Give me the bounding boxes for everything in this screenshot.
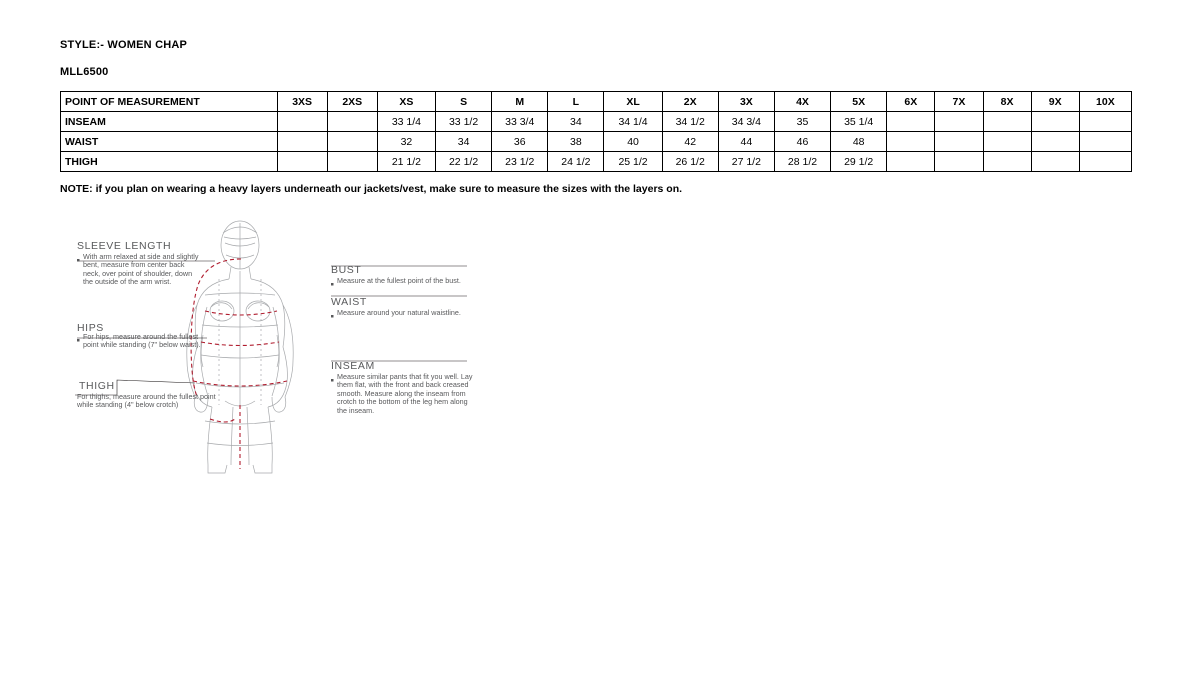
cell-inseam-8x: [983, 112, 1031, 132]
col-header-pom: POINT OF MEASUREMENT: [61, 92, 278, 112]
sleeve-length-body: With arm relaxed at side and slightly bent, measure from center back neck, over point of shoulder, down the outside of the arm wrist.: [83, 253, 199, 287]
measurement-diagram: [55, 215, 485, 485]
size-chart-table: [60, 91, 1132, 172]
cell-thigh-5x: 29 1/2: [831, 152, 887, 172]
cell-inseam-l: 34: [548, 112, 604, 132]
cell-thigh-3x: 27 1/2: [718, 152, 774, 172]
col-header-l: L: [548, 92, 604, 112]
bust-body: Measure at the fullest point of the bust.: [337, 277, 461, 285]
label-hips: [77, 322, 203, 381]
cell-inseam-4x: 35: [774, 112, 830, 132]
cell-thigh-2x: 26 1/2: [662, 152, 718, 172]
label-inseam: [331, 360, 475, 453]
cell-waist-4x: 46: [774, 132, 830, 152]
row-label-thigh: THIGH: [61, 152, 278, 172]
label-thigh: [77, 380, 217, 439]
cell-thigh-l: 24 1/2: [548, 152, 604, 172]
cell-waist-7x: [935, 132, 983, 152]
row-label-waist: WAIST: [61, 132, 278, 152]
hips-body: For hips, measure around the fullest point while standing (7" below waist).: [83, 333, 201, 350]
cell-waist-5x: 48: [831, 132, 887, 152]
cell-inseam-6x: [887, 112, 935, 132]
cell-thigh-s: 22 1/2: [436, 152, 492, 172]
cell-inseam-7x: [935, 112, 983, 132]
hips-heading: HIPS: [77, 322, 104, 334]
cell-waist-s: 34: [436, 132, 492, 152]
cell-inseam-5x: 35 1/4: [831, 112, 887, 132]
cell-waist-8x: [983, 132, 1031, 152]
sleeve-length-heading: SLEEVE LENGTH: [77, 240, 172, 252]
col-header-2xs: 2XS: [327, 92, 377, 112]
table-row: [61, 132, 1132, 152]
style-code: MLL6500: [60, 66, 109, 78]
col-header-7x: 7X: [935, 92, 983, 112]
cell-inseam-xl: 34 1/4: [604, 112, 662, 132]
cell-inseam-3xs: [277, 112, 327, 132]
col-header-3x: 3X: [718, 92, 774, 112]
cell-waist-xs: 32: [377, 132, 435, 152]
table-header-row: [61, 92, 1132, 112]
table-row: [61, 152, 1132, 172]
cell-inseam-10x: [1079, 112, 1131, 132]
cell-waist-9x: [1031, 132, 1079, 152]
cell-thigh-7x: [935, 152, 983, 172]
thigh-body: For thighs, measure around the fullest point while standing (4" below crotch): [77, 393, 216, 410]
label-sleeve-length: [77, 240, 203, 317]
cell-inseam-2x: 34 1/2: [662, 112, 718, 132]
cell-inseam-2xs: [327, 112, 377, 132]
cell-thigh-xs: 21 1/2: [377, 152, 435, 172]
col-header-m: M: [492, 92, 548, 112]
cell-waist-2x: 42: [662, 132, 718, 152]
col-header-xs: XS: [377, 92, 435, 112]
cell-waist-6x: [887, 132, 935, 152]
cell-thigh-xl: 25 1/2: [604, 152, 662, 172]
cell-inseam-3x: 34 3/4: [718, 112, 774, 132]
cell-thigh-10x: [1079, 152, 1131, 172]
cell-thigh-m: 23 1/2: [492, 152, 548, 172]
table-row: [61, 112, 1132, 132]
col-header-9x: 9X: [1031, 92, 1079, 112]
cell-thigh-3xs: [277, 152, 327, 172]
cell-inseam-s: 33 1/2: [436, 112, 492, 132]
cell-thigh-4x: 28 1/2: [774, 152, 830, 172]
col-header-xl: XL: [604, 92, 662, 112]
style-label: STYLE:- WOMEN CHAP: [60, 39, 188, 51]
waist-body: Measure around your natural waistline.: [337, 309, 461, 317]
cell-waist-m: 36: [492, 132, 548, 152]
cell-thigh-2xs: [327, 152, 377, 172]
col-header-4x: 4X: [774, 92, 830, 112]
thigh-heading: THIGH: [79, 380, 115, 392]
cell-thigh-9x: [1031, 152, 1079, 172]
col-header-8x: 8X: [983, 92, 1031, 112]
waist-heading: WAIST: [331, 296, 367, 308]
col-header-10x: 10X: [1079, 92, 1131, 112]
cell-waist-3xs: [277, 132, 327, 152]
cell-waist-l: 38: [548, 132, 604, 152]
measurement-note: NOTE: if you plan on wearing a heavy layers underneath our jackets/vest, make sure to measure the sizes with the layers on.: [60, 183, 683, 195]
cell-inseam-xs: 33 1/4: [377, 112, 435, 132]
bust-heading: BUST: [331, 264, 362, 276]
col-header-6x: 6X: [887, 92, 935, 112]
cell-inseam-m: 33 3/4: [492, 112, 548, 132]
cell-thigh-6x: [887, 152, 935, 172]
col-header-s: S: [436, 92, 492, 112]
col-header-5x: 5X: [831, 92, 887, 112]
col-header-2x: 2X: [662, 92, 718, 112]
cell-waist-3x: 44: [718, 132, 774, 152]
row-label-inseam: INSEAM: [61, 112, 278, 132]
cell-thigh-8x: [983, 152, 1031, 172]
cell-waist-10x: [1079, 132, 1131, 152]
cell-inseam-9x: [1031, 112, 1079, 132]
col-header-3xs: 3XS: [277, 92, 327, 112]
inseam-heading: INSEAM: [331, 360, 375, 372]
inseam-body: Measure similar pants that fit you well. Lay them flat, with the front and back creased smooth. Measure along the inseam from crotch to the bottom of the leg hem along the inseam.: [337, 373, 473, 415]
cell-waist-xl: 40: [604, 132, 662, 152]
cell-waist-2xs: [327, 132, 377, 152]
